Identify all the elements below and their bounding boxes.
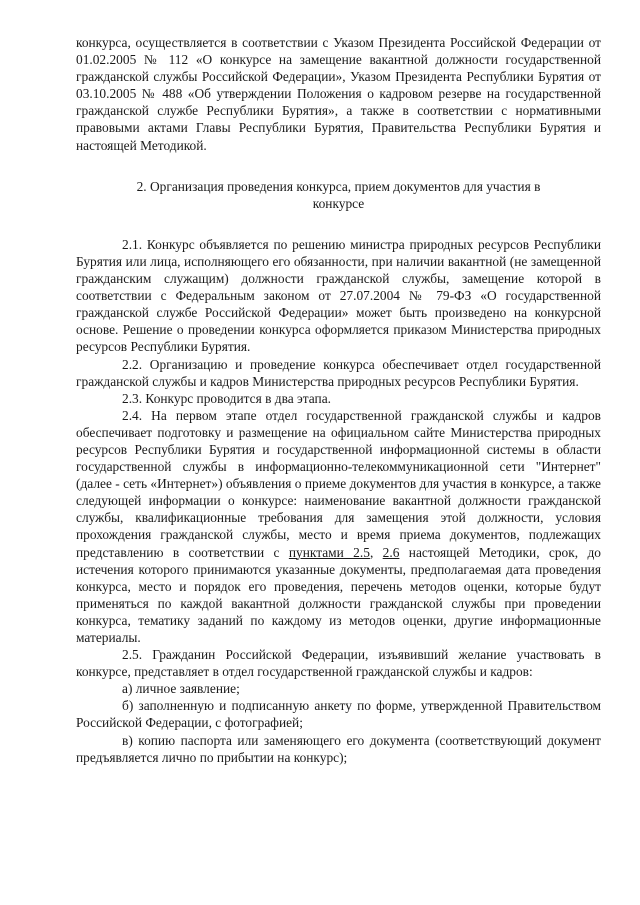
paragraph-2-2: 2.2. Организацию и проведение конкурса обеспечивает отдел государственной гражданской службы и кадров Министерства природных ресурсов Республики Бурятия.: [76, 356, 601, 389]
paragraph-intro: конкурса, осуществляется в соответствии с Указом Президента Российской Федерации от 01.02.2005 № 112 «О конкурсе на замещение вакантной должности государственной гражданской службы Российской Федерации», Указом Президента Республики Бурятия от 03.10.2005 № 488 «Об утверждении Положения о кадровом резерве на государственной гражданской службе Республики Бурятия», а также в соответствии с нормативными правовыми актами Главы Республики Бурятия, Правительства Республики Бурятия и настоящей Методикой.: [76, 35, 601, 153]
paragraph-2-4-separator: ,: [369, 544, 383, 560]
section-heading: 2. Организация проведения конкурса, прием документов для участия в конкурсе: [136, 178, 541, 211]
list-item-b: б) заполненную и подписанную анкету по форме, утвержденной Правительством Российской Федерации, с фотографией;: [76, 698, 601, 731]
paragraph-2-4-text-b: настоящей Методики, срок, до истечения которого принимаются указанные документы, предполагаемая дата проведения конкурса, место и порядок его проведения, перечень методов оценки, которые будут применяться по каждой вакантной должности гражданской службы при проведении конкурса, тематику заданий по каждому из методов оценки, другие информационные материалы.: [76, 544, 601, 645]
paragraph-2-4: [76, 407, 601, 646]
paragraph-2-3: 2.3. Конкурс проводится в два этапа.: [122, 390, 332, 406]
document-page: [76, 34, 601, 766]
paragraph-2-5: 2.5. Гражданин Российской Федерации, изъявивший желание участвовать в конкурсе, представляет в отдел государственной гражданской службы и кадров:: [76, 647, 601, 680]
link-points-2-5[interactable]: пунктами 2.5: [288, 544, 370, 560]
paragraph-2-4-text-a: 2.4. На первом этапе отдел государственной гражданской службы и кадров обеспечивает подготовку и размещение на официальном сайте Министерства природных ресурсов Республики Бурятия и государственной информационной системы в области государственной службы в информационно-телекоммуникационной сети "Интернет" (далее - сеть «Интернет») объявления о приеме документов для участия в конкурсе, а также следующей информации о конкурсе: наименование вакантной должности гражданской службы, квалификационные требования для замещения этой должности, условия прохождения гражданской службы, место и время приема документов, подлежащих представлению в соответствии с: [76, 407, 601, 560]
paragraph-2-1: 2.1. Конкурс объявляется по решению министра природных ресурсов Республики Бурятия или лица, исполняющего его обязанности, при наличии вакантной (не замещенной гражданским служащим) должности гражданской службы, замещение которой в соответствии с Федеральным законом от 27.07.2004 № 79-ФЗ «О государственной гражданской службе Российской Федерации» может быть произведено на конкурсной основе. Решение о проведении конкурса оформляется приказом Министерства природных ресурсов Республики Бурятия.: [76, 236, 601, 355]
link-point-2-6[interactable]: 2.6: [382, 544, 400, 560]
list-item-v: в) копию паспорта или заменяющего его документа (соответствующий документ предъявляется лично по прибытии на конкурс);: [76, 732, 601, 765]
list-item-a: а) личное заявление;: [122, 681, 240, 697]
